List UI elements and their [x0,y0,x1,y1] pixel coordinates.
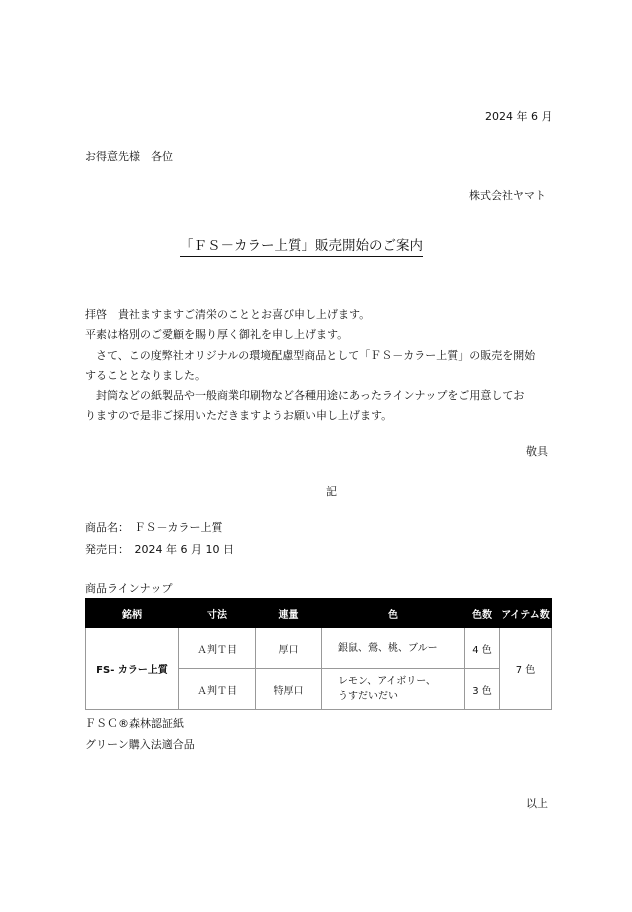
letter-body [85,305,535,427]
colors-cell [322,669,465,710]
size-cell: Ａ判Ｔ目 [179,669,256,710]
colors-line: うすだいだい [338,691,398,702]
header-brand: 銘柄 [86,599,179,628]
weight-cell: 厚口 [256,628,322,669]
header-color-count: 色数 [465,599,500,628]
document-date: 2024 年 6 月 [485,110,553,123]
document-title: 「ＦＳ－カラー上質」販売開始のご案内 [180,234,423,257]
size-cell: Ａ判Ｔ目 [179,628,256,669]
colors-line: レモン、アイボリー、 [338,676,436,687]
body-line: さて、この度弊社オリジナルの環境配慮型商品として「ＦＳ－カラー上質」の販売を開始 [85,348,536,362]
color-count-cell: 4 色 [465,628,500,669]
recipient: お得意先様 各位 [85,150,173,163]
body-line: 封筒などの紙製品や一般商業印刷物など各種用途にあったラインナップをご用意してお [85,389,525,403]
release-date-line: 発売日： 2024 年 6 月 10 日 [85,543,234,556]
ki-heading: 記 [326,485,337,498]
colors-line: 銀鼠、鶯、桃、ブルー [338,642,438,654]
body-line: することとなりました。 [85,368,206,382]
colors-cell [322,628,465,669]
color-count-cell: 3 色 [465,669,500,710]
body-line: 平素は格別のご愛顧を賜り厚く御礼を申し上げます。 [85,328,349,342]
body-line: りますので是非ご採用いただきますようお願い申し上げます。 [85,409,393,423]
header-weight: 連量 [256,599,322,628]
body-line: 拝啓 貴社ますますご清栄のこととお喜び申し上げます。 [85,308,371,321]
header-item-count: アイテム数 [500,599,552,628]
fsc-note: ＦＳＣ®森林認証紙 [85,717,184,730]
product-name-line: 商品名： ＦＳ－カラー上質 [85,521,223,534]
table-header-row [86,599,552,628]
header-size: 寸法 [179,599,256,628]
lineup-caption: 商品ラインナップ [85,582,173,595]
sender-company: 株式会社ヤマト [469,189,546,202]
lineup-table [85,598,552,710]
item-count-cell: 7 色 [500,628,552,710]
closing-keigu: 敬具 [526,445,548,458]
green-purchase-note: グリーン購入法適合品 [85,738,195,751]
closing-ijo: 以上 [526,797,548,810]
brand-cell: FS- カラー上質 [86,628,179,710]
weight-cell: 特厚口 [256,669,322,710]
table-row [86,628,552,669]
header-color: 色 [322,599,465,628]
